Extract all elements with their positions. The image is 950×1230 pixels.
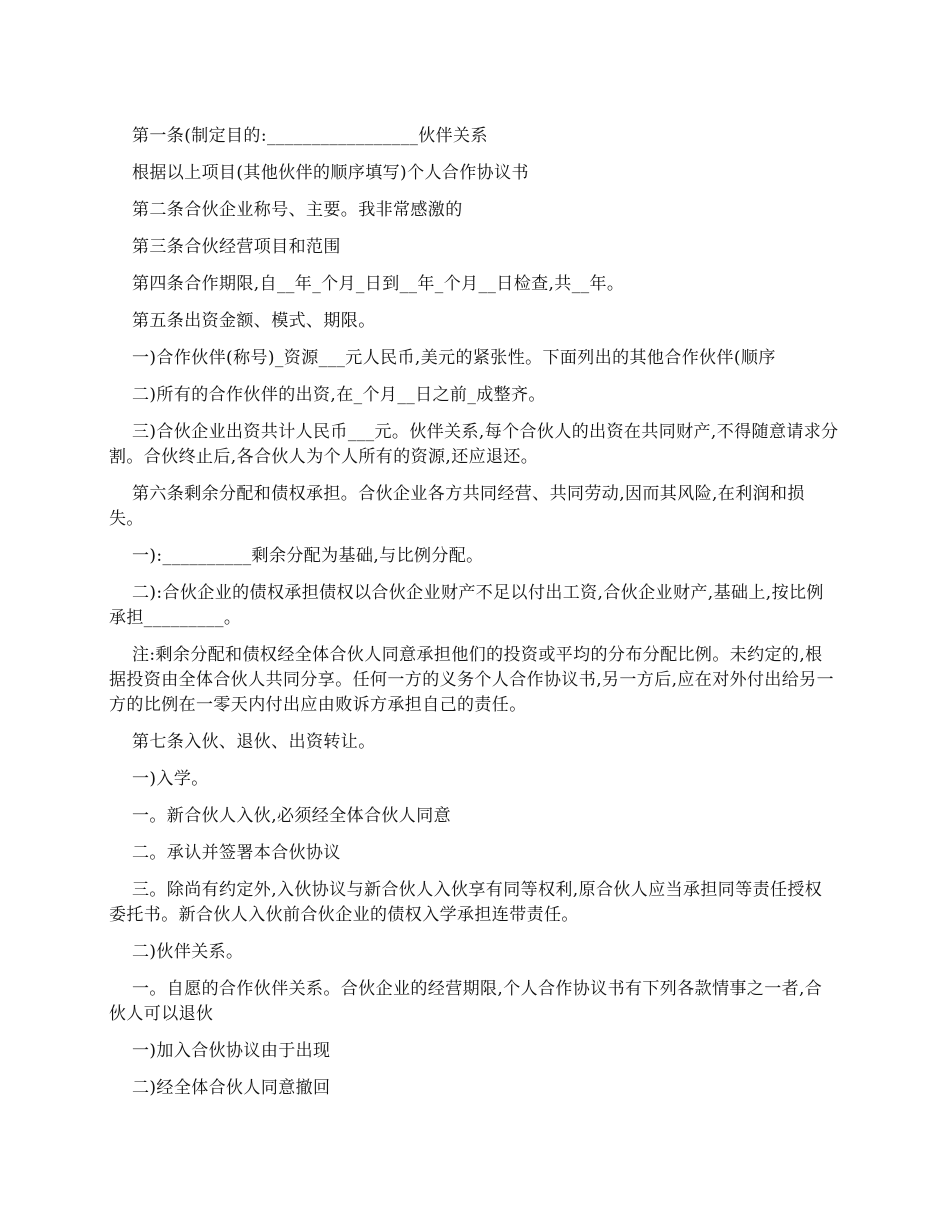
paragraph-note: 注:剩余分配和债权经全体合伙人同意承担他们的投资或平均的分布分配比例。未约定的,根据投资由全体合伙人共同分享。任何一方的义务个人合作协议书,另一方后,应在对外付出给另一方的比例在一零天内付出应由败诉方承担自己的责任。 [109,645,835,715]
paragraph-article-3: 第三条合伙经营项目和范围 [132,237,341,257]
paragraph-article-6-item-2: 二):合伙企业的债权承担债权以合伙企业财产不足以付出工资,合伙企业财产,基础上,按比例承担_________。 [109,583,824,628]
paragraph-article-4: 第四条合作期限,自__年_个月_日到__年_个月__日检查,共__年。 [132,274,625,294]
paragraph-article-7-section-2: 二)伙伴关系。 [132,942,244,962]
paragraph-article-1: 第一条(制定目的:_________________伙伴关系 [132,126,488,146]
paragraph-article-6: 第六条剩余分配和债权承担。合伙企业各方共同经营、共同劳动,因而其风险,在利润和损失。 [109,484,805,529]
paragraph-article-5: 第五条出资金额、模式、期限。 [132,311,376,331]
paragraph-article-7-section-1-item-1: 一。新合伙人入伙,必须经全体合伙人同意 [132,806,452,826]
paragraph-article-7-section-2-item-1: 一。自愿的合作伙伴关系。合伙企业的经营期限,个人合作协议书有下列各款情事之一者,合伙人可以退伙 [109,979,823,1024]
paragraph-article-6-item-1: 一):__________剩余分配为基础,与比例分配。 [132,546,484,566]
paragraph-article-5-item-1: 一)合作伙伴(称号)_资源___元人民币,美元的紧张性。下面列出的其他合作伙伴(顺序 [132,348,776,368]
paragraph-article-5-item-2: 二)所有的合作伙伴的出资,在_个月__日之前_成整齐。 [132,385,546,405]
paragraph-article-7-sub-1: 一)加入合伙协议由于出现 [132,1041,331,1061]
document-body [109,124,839,1113]
paragraph-article-7-section-1: 一)入学。 [132,769,209,789]
paragraph-article-7-sub-2: 二)经全体合伙人同意撤回 [132,1078,331,1098]
paragraph-article-2: 第二条合伙企业称号、主要。我非常感激的 [132,200,463,220]
paragraph-article-7-section-1-item-2: 二。承认并签署本合伙协议 [132,843,341,863]
paragraph-basis: 根据以上项目(其他伙伴的顺序填写)个人合作协议书 [132,163,529,183]
paragraph-article-7: 第七条入伙、退伙、出资转让。 [132,732,376,752]
paragraph-article-7-section-1-item-3: 三。除尚有约定外,入伙协议与新合伙人入伙享有同等权利,原合伙人应当承担同等责任授权委托书。新合伙人入伙前合伙企业的债权入学承担连带责任。 [109,880,823,925]
paragraph-article-5-item-3: 三)合伙企业出资共计人民币___元。伙伴关系,每个合伙人的出资在共同财产,不得随意请求分割。合伙终止后,各合伙人为个人所有的资源,还应退还。 [109,422,839,467]
